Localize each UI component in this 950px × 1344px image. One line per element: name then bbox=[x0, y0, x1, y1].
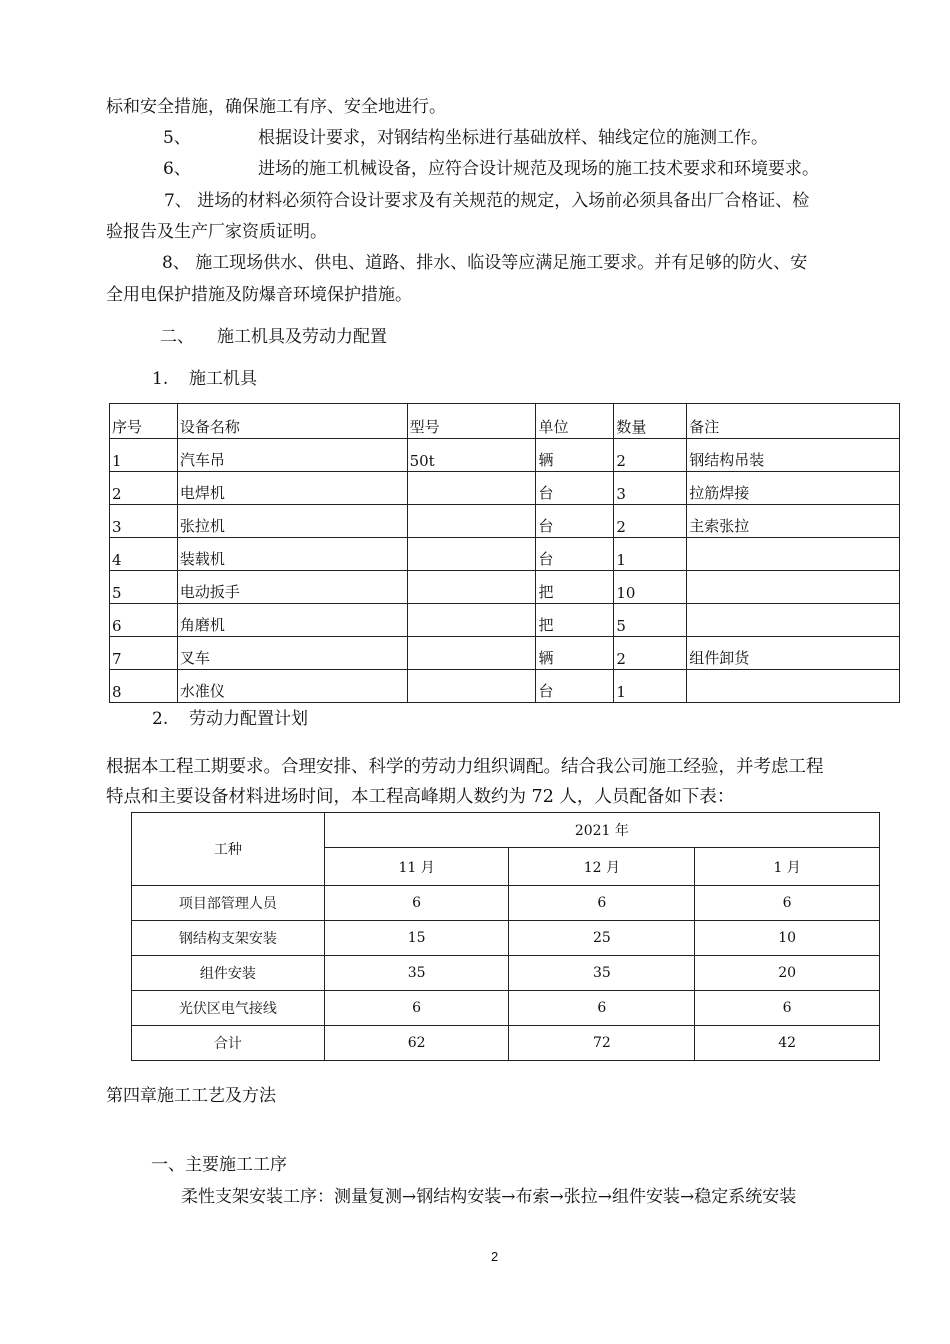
table-cell: 2 bbox=[110, 472, 178, 505]
table-cell: 台 bbox=[536, 505, 614, 538]
table-cell bbox=[687, 538, 900, 571]
equipment-table bbox=[109, 403, 900, 703]
chapter-4-title: 第四章施工工艺及方法 bbox=[106, 1086, 276, 1106]
table-cell: 7 bbox=[110, 637, 178, 670]
headcount-cell: 35 bbox=[509, 956, 695, 991]
table-cell: 1 bbox=[110, 439, 178, 472]
table-row bbox=[110, 439, 900, 472]
table-cell: 5 bbox=[614, 604, 687, 637]
table-row bbox=[110, 505, 900, 538]
table-cell: 10 bbox=[614, 571, 687, 604]
headcount-cell: 6 bbox=[695, 886, 880, 921]
trade-name-cell: 光伏区电气接线 bbox=[132, 991, 325, 1026]
item-6-number: 6、 bbox=[163, 159, 191, 179]
column-header: 单位 bbox=[536, 404, 614, 439]
labor-month-header: 1 月 bbox=[695, 848, 880, 886]
table-cell: 水准仪 bbox=[177, 670, 407, 703]
table-cell: 辆 bbox=[536, 439, 614, 472]
headcount-cell: 6 bbox=[324, 991, 509, 1026]
table-cell: 张拉机 bbox=[177, 505, 407, 538]
headcount-cell: 62 bbox=[324, 1026, 509, 1061]
table-cell: 把 bbox=[536, 604, 614, 637]
table-cell bbox=[407, 538, 536, 571]
table-cell: 2 bbox=[614, 637, 687, 670]
table-cell bbox=[407, 571, 536, 604]
labor-month-header: 11 月 bbox=[324, 848, 509, 886]
labor-table bbox=[131, 812, 880, 1061]
table-row bbox=[132, 886, 880, 921]
item-5-text: 根据设计要求，对钢结构坐标进行基础放样、轴线定位的施测工作。 bbox=[258, 128, 768, 148]
section-2-number: 二、 bbox=[160, 327, 194, 347]
table-cell bbox=[687, 670, 900, 703]
headcount-cell: 20 bbox=[695, 956, 880, 991]
column-header: 型号 bbox=[407, 404, 536, 439]
table-cell: 叉车 bbox=[177, 637, 407, 670]
table-cell: 5 bbox=[110, 571, 178, 604]
table-cell: 2 bbox=[614, 439, 687, 472]
table-cell: 1 bbox=[614, 538, 687, 571]
item-6-text: 进场的施工机械设备，应符合设计规范及现场的施工技术要求和环境要求。 bbox=[258, 159, 819, 179]
table-row bbox=[132, 921, 880, 956]
item-8-line-2: 全用电保护措施及防爆音环境保护措施。 bbox=[106, 285, 412, 305]
table-row bbox=[132, 1026, 880, 1061]
section-2-title: 施工机具及劳动力配置 bbox=[217, 327, 387, 347]
table-row bbox=[110, 538, 900, 571]
table-cell: 角磨机 bbox=[177, 604, 407, 637]
headcount-cell: 25 bbox=[509, 921, 695, 956]
subsection-1-title: 施工机具 bbox=[189, 369, 257, 389]
labor-trade-header: 工种 bbox=[132, 813, 325, 886]
table-cell: 8 bbox=[110, 670, 178, 703]
subsection-2-title: 劳动力配置计划 bbox=[189, 709, 308, 729]
headcount-cell: 72 bbox=[509, 1026, 695, 1061]
table-cell: 拉筋焊接 bbox=[687, 472, 900, 505]
table-cell: 钢结构吊装 bbox=[687, 439, 900, 472]
table-cell: 汽车吊 bbox=[177, 439, 407, 472]
table-row bbox=[132, 991, 880, 1026]
headcount-cell: 6 bbox=[324, 886, 509, 921]
item-7-line-1: 7、 进场的材料必须符合设计要求及有关规范的规定，入场前必须具备出厂合格证、检 bbox=[164, 191, 810, 211]
table-cell: 台 bbox=[536, 538, 614, 571]
subsection-2-number: 2. bbox=[152, 709, 169, 729]
column-header: 数量 bbox=[614, 404, 687, 439]
headcount-cell: 35 bbox=[324, 956, 509, 991]
headcount-cell: 6 bbox=[695, 991, 880, 1026]
trade-name-cell: 合计 bbox=[132, 1026, 325, 1061]
table-cell bbox=[407, 472, 536, 505]
table-cell: 主索张拉 bbox=[687, 505, 900, 538]
item-7-line-2: 验报告及生产厂家资质证明。 bbox=[106, 222, 327, 242]
labor-year-header: 2021 年 bbox=[324, 813, 879, 848]
table-row bbox=[110, 604, 900, 637]
column-header: 备注 bbox=[687, 404, 900, 439]
page-number: 2 bbox=[491, 1249, 499, 1264]
table-row bbox=[132, 956, 880, 991]
labor-paragraph-line-1: 根据本工程工期要求。合理安排、科学的劳动力组织调配。结合我公司施工经验，并考虑工程 bbox=[106, 757, 824, 777]
table-cell: 装载机 bbox=[177, 538, 407, 571]
main-process-heading: 一、主要施工工序 bbox=[151, 1155, 287, 1175]
table-cell bbox=[407, 505, 536, 538]
labor-paragraph-line-2: 特点和主要设备材料进场时间，本工程高峰期人数约为 72 人，人员配备如下表： bbox=[106, 787, 735, 807]
headcount-cell: 6 bbox=[509, 991, 695, 1026]
table-cell: 6 bbox=[110, 604, 178, 637]
process-sequence: 柔性支架安装工序：测量复测→钢结构安装→布索→张拉→组件安装→稳定系统安装 bbox=[181, 1187, 797, 1207]
paragraph-continuation: 标和安全措施，确保施工有序、安全地进行。 bbox=[106, 97, 446, 117]
table-header-row bbox=[110, 404, 900, 439]
table-row bbox=[110, 571, 900, 604]
headcount-cell: 15 bbox=[324, 921, 509, 956]
table-cell: 台 bbox=[536, 670, 614, 703]
table-row bbox=[110, 670, 900, 703]
table-cell bbox=[407, 604, 536, 637]
column-header: 序号 bbox=[110, 404, 178, 439]
table-cell: 把 bbox=[536, 571, 614, 604]
item-8-line-1: 8、 施工现场供水、供电、道路、排水、临设等应满足施工要求。并有足够的防火、安 bbox=[162, 253, 808, 273]
headcount-cell: 42 bbox=[695, 1026, 880, 1061]
trade-name-cell: 钢结构支架安装 bbox=[132, 921, 325, 956]
table-row bbox=[110, 472, 900, 505]
table-row bbox=[110, 637, 900, 670]
table-cell: 台 bbox=[536, 472, 614, 505]
table-cell: 50t bbox=[407, 439, 536, 472]
column-header: 设备名称 bbox=[177, 404, 407, 439]
headcount-cell: 6 bbox=[509, 886, 695, 921]
table-cell: 4 bbox=[110, 538, 178, 571]
table-cell: 组件卸货 bbox=[687, 637, 900, 670]
table-cell: 电焊机 bbox=[177, 472, 407, 505]
table-cell: 2 bbox=[614, 505, 687, 538]
table-cell: 电动扳手 bbox=[177, 571, 407, 604]
table-cell: 3 bbox=[614, 472, 687, 505]
trade-name-cell: 组件安装 bbox=[132, 956, 325, 991]
table-cell bbox=[407, 637, 536, 670]
trade-name-cell: 项目部管理人员 bbox=[132, 886, 325, 921]
labor-month-header: 12 月 bbox=[509, 848, 695, 886]
table-cell: 3 bbox=[110, 505, 178, 538]
table-cell: 1 bbox=[614, 670, 687, 703]
table-cell bbox=[407, 670, 536, 703]
table-cell bbox=[687, 604, 900, 637]
table-cell: 辆 bbox=[536, 637, 614, 670]
table-cell bbox=[687, 571, 900, 604]
item-5-number: 5、 bbox=[163, 128, 191, 148]
subsection-1-number: 1. bbox=[152, 369, 169, 389]
headcount-cell: 10 bbox=[695, 921, 880, 956]
